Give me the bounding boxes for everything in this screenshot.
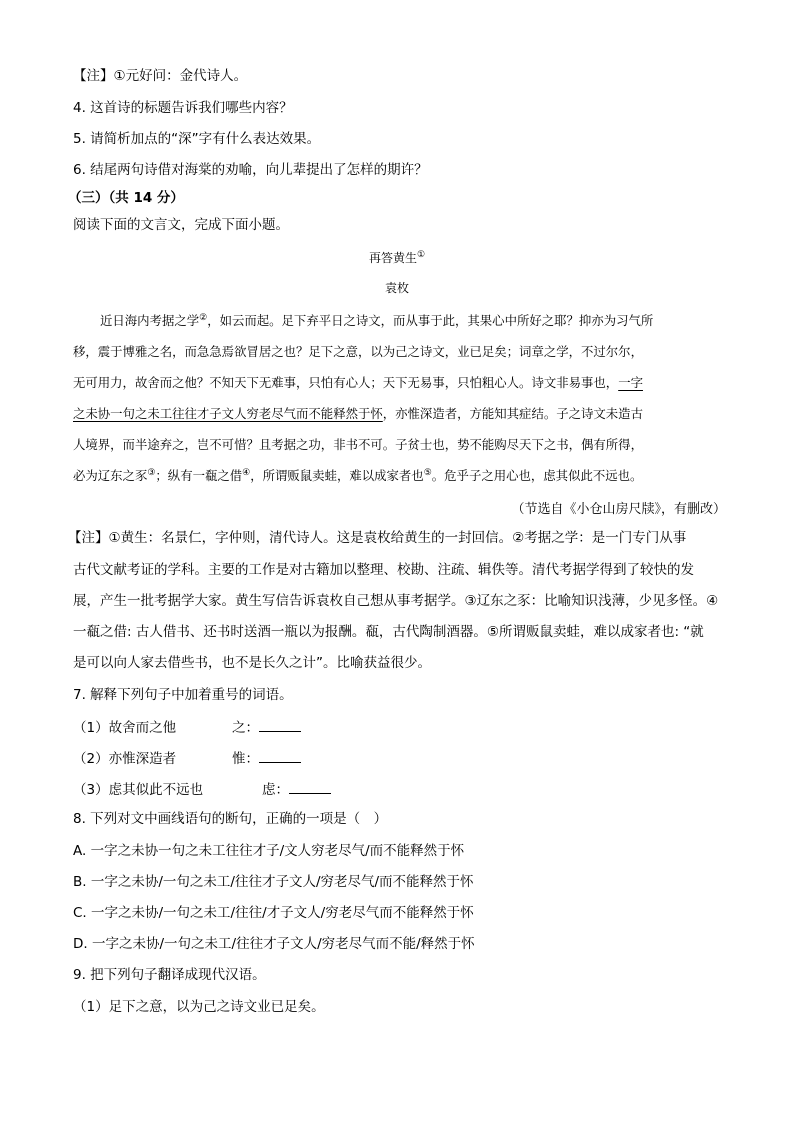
q7-item-3-answer [262,778,331,798]
question-8: 8. 下列对文中画线语句的断句，正确的一项是（ ） [73,811,388,827]
passage-title-text: 再答黄生 [368,251,417,265]
annotation-line-1: 【注】①黄生：名景仁，字仲则，清代诗人。这是袁枚给黄生的一封回信。②考据之学：是一门专门从事 [68,530,687,546]
passage-line-6 [73,466,642,486]
question-7: 7. 解释下列句子中加着重号的词语。 [73,687,293,703]
footnote-mark: ② [199,312,208,323]
passage-text: 必为辽东之豕 [73,468,148,483]
q8-option-a[interactable]: A. 一字之未协一句之未工往往才子/文人穷老尽气/而不能释然于怀 [73,843,465,859]
underlined-sentence: 之未协一句之未工往往才子文人穷老尽气而不能释然于怀 [73,406,383,421]
passage-text: 无可用力，故舍而之他？不知天下无难事，只怕有心人；天下无易事，只怕粗心人。诗文非易事也， [73,375,619,390]
question-9: 9. 把下列句子翻译成现代汉语。 [73,967,266,983]
annotation-line-4: 一瓻之借: 古人借书、还书时送酒一瓶以为报酬。瓻，古代陶制酒器。⑤所谓贩鼠卖蛙，难以成家者也: “就 [73,624,704,640]
passage-text: 近日海内考据之学 [100,313,200,328]
poem-note: 【注】①元好问：金代诗人。 [73,68,248,84]
annotation-line-5: 是可以向人家去借些书，也不是长久之计”。比喻获益很少。 [73,655,431,671]
passage-line-4 [73,404,643,424]
q7-word: 虑： [262,782,289,798]
passage-text: 。危乎子之用心也，虑其似此不远也。 [431,468,643,483]
question-6: 6. 结尾两句诗借对海棠的劝喻，向儿辈提出了怎样的期许？ [73,162,428,178]
answer-blank[interactable] [259,750,301,763]
section-instruction: 阅读下面的文言文，完成下面小题。 [73,217,289,233]
passage-title-mark: ① [416,250,426,260]
q7-item-3: （3）虑其似此不远也 [73,782,204,798]
underlined-sentence: 一字 [618,375,643,390]
passage-author: 袁枚 [384,281,409,295]
passage-title [0,249,794,266]
footnote-mark: ⑤ [423,467,432,478]
answer-blank[interactable] [259,719,301,732]
passage-line-3 [73,373,643,393]
passage-source: （节选自《小仓山房尺牍》，有删改） [511,502,726,517]
passage-text: ，亦惟深造者，方能知其症结。子之诗文未造古 [382,406,643,421]
q7-word: 之： [232,720,259,736]
footnote-mark: ③ [147,467,156,478]
q8-option-c[interactable]: C. 一字之未协/一句之未工/往往/才子文人/穷老尽气而不能释然于怀 [73,905,474,921]
q7-item-1: （1）故舍而之他 [73,720,177,736]
passage-text: ，如云而起。足下弃平日之诗文，而从事于此，其果心中所好之耶？抑亦为习气所 [207,313,654,328]
q8-option-b[interactable]: B. 一字之未协/一句之未工/往往才子文人/穷老尽气/而不能释然于怀 [73,874,474,890]
passage-line-1 [100,311,653,331]
question-4: 4. 这首诗的标题告诉我们哪些内容？ [73,100,293,116]
passage-line-5: 人境界，而半途弃之，岂不可惜？且考据之功，非书不可。子贫士也，势不能购尽天下之书，偶有所得， [73,437,643,452]
passage-text: ；纵有一瓻之借 [155,468,243,483]
q7-word: 惟： [232,751,259,767]
annotation-line-3: 展，产生一批考据学大家。黄生写信告诉袁枚自己想从事考据学。③辽东之豕：比喻知识浅薄，少见多怪。④ [73,593,719,609]
answer-blank[interactable] [289,781,331,794]
q7-item-2-answer [232,747,301,767]
q9-item-1: （1）足下之意，以为己之诗文业已足矣。 [73,999,325,1015]
annotation-line-2: 古代文献考证的学科。主要的工作是对古籍加以整理、校勘、注疏、辑佚等。清代考据学得到了较快的发 [73,562,694,578]
q7-item-1-answer [232,716,301,736]
q7-item-2: （2）亦惟深造者 [73,751,177,767]
question-5: 5. 请简析加点的“深”字有什么表达效果。 [73,131,321,147]
passage-line-2: 移，震于博雅之名，而急急焉欲冒居之也？足下之意，以为己之诗文，业已足矣；词章之学，不过尔尔， [73,344,643,359]
section-heading: （三）（共 14 分） [68,190,184,206]
q8-option-d[interactable]: D. 一字之未协/一句之未工/往往才子文人/穷老尽气而不能/释然于怀 [73,936,475,952]
footnote-mark: ④ [242,467,251,478]
passage-text: ，所谓贩鼠卖蛙，难以成家者也 [250,468,424,483]
